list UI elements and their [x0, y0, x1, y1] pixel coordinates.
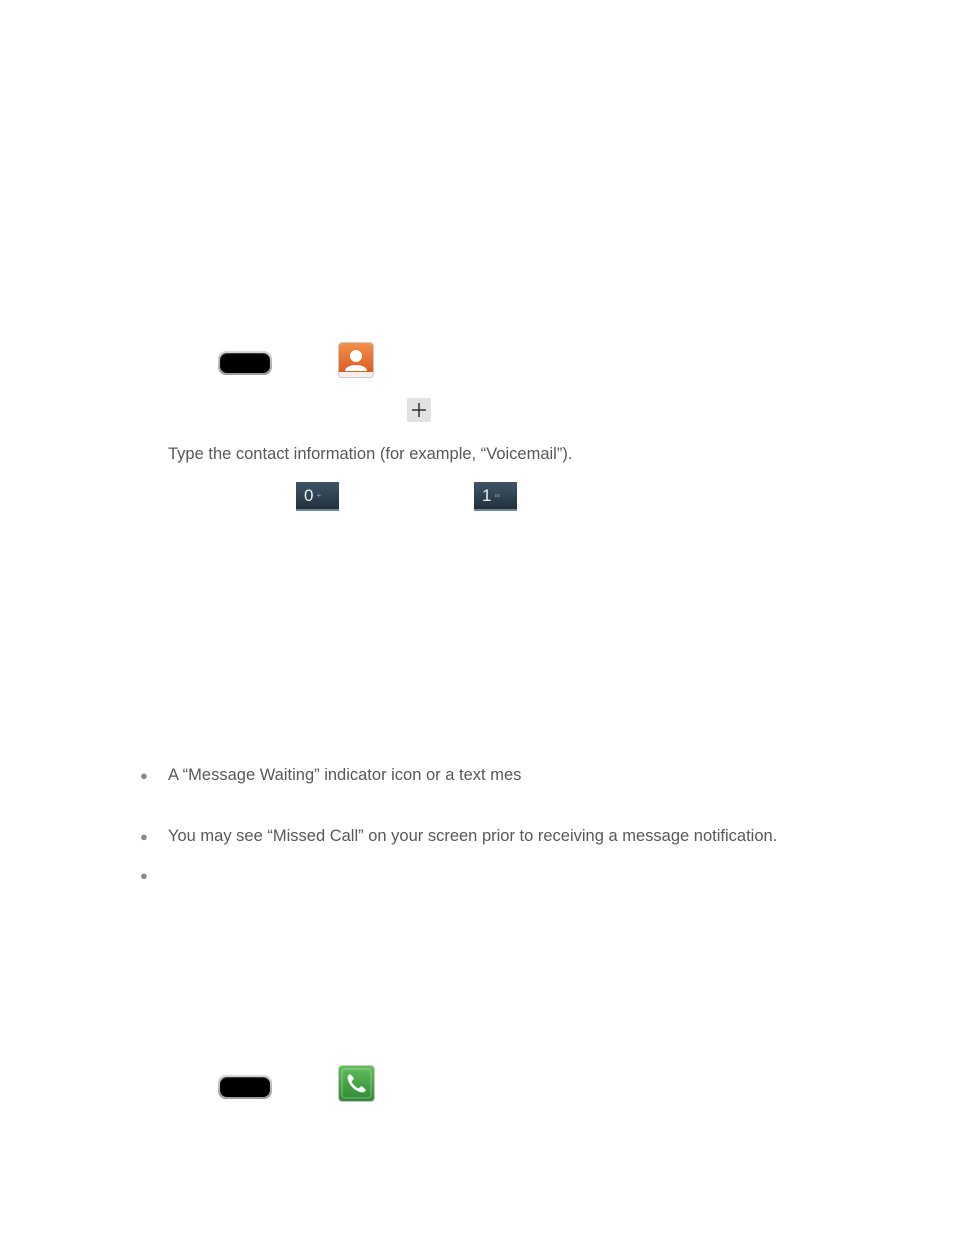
bullet-marker: ● [140, 868, 148, 883]
home-key-face [220, 353, 270, 373]
key-zero-sub: + [316, 491, 322, 500]
phone-handset-glyph [339, 1066, 374, 1101]
note-message-waiting: A “Message Waiting” indicator icon or a text mes [168, 766, 522, 784]
keypad-key-zero [296, 482, 339, 511]
contacts-person-glyph [339, 343, 373, 377]
home-key-icon [218, 1075, 272, 1099]
bullet-marker: ● [140, 829, 148, 844]
keypad-key-one [474, 482, 517, 511]
key-one-sub: ∞ [494, 491, 501, 500]
key-zero-digit: 0 [304, 486, 314, 505]
phone-icon [339, 1066, 374, 1101]
home-key-face [220, 1077, 270, 1097]
note-missed-call: You may see “Missed Call” on your screen prior to receiving a message notification. [168, 827, 778, 845]
contacts-icon [339, 343, 373, 377]
key-one-digit: 1 [482, 486, 492, 505]
step-type-contact-info: Type the contact information (for example, “Voicemail”). [168, 445, 573, 463]
home-key-icon [218, 351, 272, 375]
plus-icon [407, 398, 431, 422]
bullet-marker: ● [140, 768, 148, 783]
